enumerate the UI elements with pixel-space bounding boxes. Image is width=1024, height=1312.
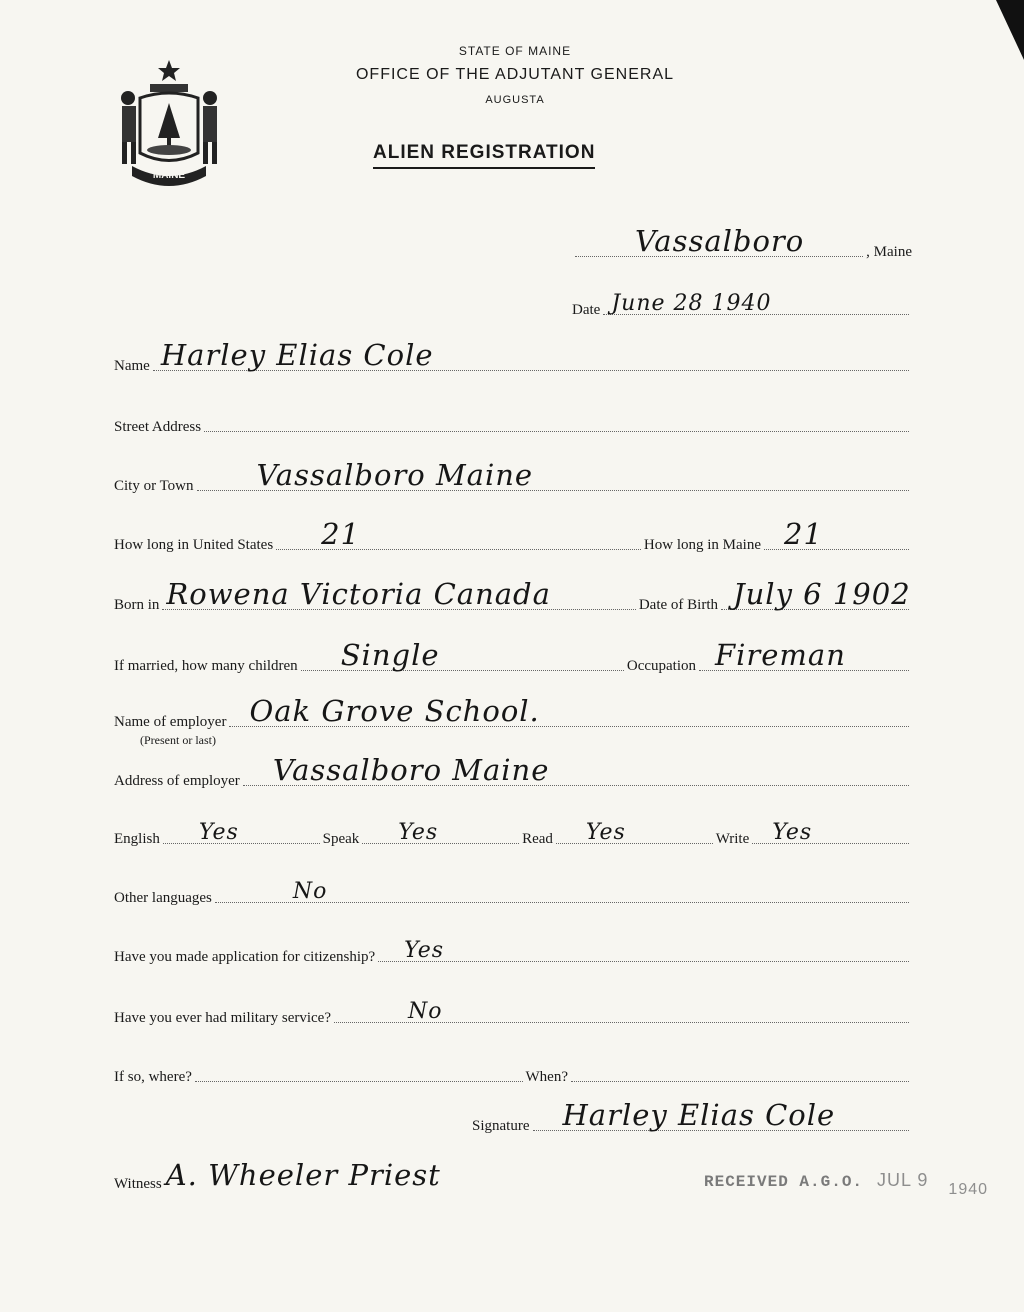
military-value: No xyxy=(408,999,443,1024)
speak-label: Speak xyxy=(322,831,360,847)
state-heading: STATE OF MAINE xyxy=(458,44,572,58)
form-title: ALIEN REGISTRATION xyxy=(373,142,595,169)
office-heading: OFFICE OF THE ADJUTANT GENERAL xyxy=(355,66,675,83)
speak-field[interactable] xyxy=(362,820,519,845)
maine-seal-icon xyxy=(110,58,228,186)
read-value: Yes xyxy=(585,820,626,845)
page-corner xyxy=(996,0,1024,60)
employer-row xyxy=(114,694,912,731)
service-row xyxy=(114,1069,912,1086)
other-languages-row xyxy=(114,879,912,907)
signature-row xyxy=(472,1098,912,1135)
employer-address-value: Vassalboro Maine xyxy=(272,753,550,787)
name-field[interactable] xyxy=(153,338,909,372)
town-row xyxy=(572,224,912,261)
citizenship-row xyxy=(114,938,912,966)
witness-label: Witness xyxy=(114,1176,162,1192)
how-long-us-field[interactable] xyxy=(276,517,641,551)
occupation-row xyxy=(114,638,912,675)
english-label: English xyxy=(114,831,160,847)
stamp-year: 1940 xyxy=(948,1181,989,1198)
born-in-label: Born in xyxy=(114,597,160,613)
when-field[interactable] xyxy=(571,1080,909,1082)
city-field[interactable] xyxy=(197,458,909,492)
employer-label: Name of employer xyxy=(114,714,227,730)
how-long-maine-label: How long in Maine xyxy=(643,537,761,553)
witness-value: A. Wheeler Priest xyxy=(165,1158,441,1192)
where-field[interactable] xyxy=(195,1080,523,1082)
birth-row xyxy=(114,577,912,614)
witness-row xyxy=(114,1158,534,1193)
english-field[interactable] xyxy=(163,820,320,845)
children-field[interactable] xyxy=(301,638,624,672)
born-in-value: Rowena Victoria Canada xyxy=(166,577,551,611)
speak-value: Yes xyxy=(398,820,439,845)
dob-field[interactable] xyxy=(721,577,911,611)
city-heading: AUGUSTA xyxy=(485,94,545,106)
date-field[interactable] xyxy=(603,291,909,316)
name-value: Harley Elias Cole xyxy=(160,338,434,372)
occupation-label: Occupation xyxy=(626,658,696,674)
signature-value: Harley Elias Cole xyxy=(562,1098,836,1132)
other-languages-field[interactable] xyxy=(215,879,909,904)
read-label: Read xyxy=(522,831,553,847)
stamp-text: RECEIVED A.G.O. xyxy=(704,1173,864,1191)
name-row xyxy=(114,338,912,375)
dob-value: July 6 1902 xyxy=(733,577,911,611)
citizenship-label: Have you made application for citizenship? xyxy=(114,949,376,965)
svg-text:MAINE: MAINE xyxy=(152,170,186,181)
military-row xyxy=(114,999,912,1027)
children-value: Single xyxy=(340,638,440,672)
english-value: Yes xyxy=(198,820,239,845)
street-field[interactable] xyxy=(204,430,909,432)
military-label: Have you ever had military service? xyxy=(114,1010,331,1026)
maine-suffix: , Maine xyxy=(866,244,912,260)
employer-address-row xyxy=(114,753,912,790)
date-row xyxy=(572,291,912,319)
received-stamp xyxy=(704,1170,989,1198)
town-field[interactable] xyxy=(575,224,863,258)
town-value: Vassalboro xyxy=(635,224,805,258)
how-long-us-label: How long in United States xyxy=(114,537,274,553)
city-label: City or Town xyxy=(114,478,194,494)
other-languages-label: Other languages xyxy=(114,890,212,906)
born-in-field[interactable] xyxy=(162,577,635,611)
write-value: Yes xyxy=(772,820,813,845)
write-label: Write xyxy=(715,831,750,847)
children-label: If married, how many children xyxy=(114,658,298,674)
street-label: Street Address xyxy=(114,419,202,435)
employer-field[interactable] xyxy=(229,694,909,728)
military-field[interactable] xyxy=(334,999,909,1024)
city-row xyxy=(114,458,912,495)
where-label: If so, where? xyxy=(114,1069,192,1085)
read-field[interactable] xyxy=(556,820,713,845)
employer-address-label: Address of employer xyxy=(114,773,240,789)
signature-label: Signature xyxy=(472,1118,530,1134)
employer-address-field[interactable] xyxy=(243,753,909,787)
residence-row xyxy=(114,517,912,554)
employer-sublabel: (Present or last) xyxy=(140,733,216,747)
signature-field[interactable] xyxy=(533,1098,910,1132)
name-label: Name xyxy=(114,358,150,374)
when-label: When? xyxy=(525,1069,568,1085)
occupation-field[interactable] xyxy=(699,638,909,672)
city-value: Vassalboro Maine xyxy=(256,458,534,492)
employer-value: Oak Grove School. xyxy=(249,694,540,728)
occupation-value: Fireman xyxy=(715,638,846,672)
how-long-us-value: 21 xyxy=(321,517,361,551)
how-long-maine-field[interactable] xyxy=(764,517,909,551)
citizenship-field[interactable] xyxy=(378,938,909,963)
other-languages-value: No xyxy=(292,879,328,904)
date-label: Date xyxy=(572,302,601,318)
how-long-maine-value: 21 xyxy=(784,517,823,551)
write-field[interactable] xyxy=(752,820,909,845)
language-row xyxy=(114,820,912,848)
street-row xyxy=(114,419,912,436)
date-value: June 28 1940 xyxy=(611,291,772,316)
citizenship-value: Yes xyxy=(404,938,445,963)
dob-label: Date of Birth xyxy=(638,597,718,613)
stamp-date: JUL 9 xyxy=(877,1170,929,1190)
